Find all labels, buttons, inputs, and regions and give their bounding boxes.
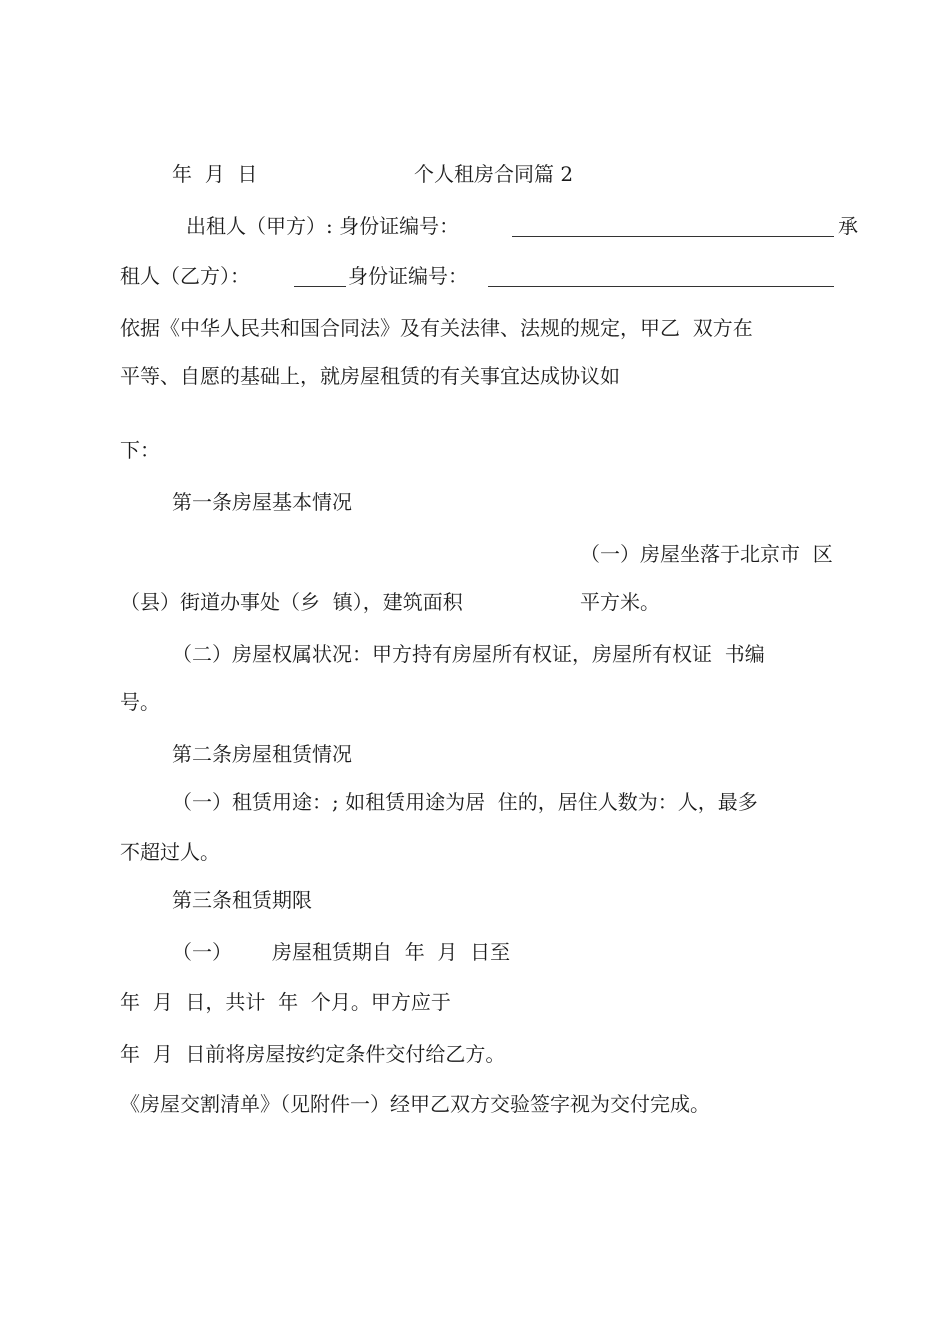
date-line: 年 月 日 [172,162,258,186]
party-b-id-blank [488,266,834,287]
article3-line3: 年 月 日前将房屋按约定条件交付给乙方。 [120,1042,506,1066]
article3-item1-text: 房屋租赁期自 年 月 日至 [272,940,511,964]
article1-item2-line2: 号。 [120,690,160,714]
party-b-id-label: 身份证编号： [348,264,468,288]
article3-item1-label: （一） [172,940,232,964]
article3-heading: 第三条租赁期限 [172,888,312,912]
party-a-id-blank [512,216,834,237]
party-a-label: 出租人（甲方）: 身份证编号： [186,214,460,238]
party-a-suffix: 承 [838,214,858,238]
article1-item2-line1: （二）房屋权属状况：甲方持有房屋所有权证，房屋所有权证 书编 [172,642,765,666]
article3-line2: 年 月 日，共计 年 个月。甲方应于 [120,990,451,1014]
party-b-label: 租人（乙方）： [120,264,250,288]
article3-line4: 《房屋交割清单》（见附件一）经甲乙双方交验签字视为交付完成。 [120,1092,710,1116]
article2-item1-line2: 不超过人。 [120,840,220,864]
article1-heading: 第一条房屋基本情况 [172,490,352,514]
intro-line-2: 平等、自愿的基础上，就房屋租赁的有关事宜达成协议如 [120,364,620,388]
intro-line-1: 依据《中华人民共和国合同法》及有关法律、法规的规定，甲乙 双方在 [120,316,753,340]
article1-item1-line2: （县）街道办事处（乡 镇），建筑面积 [120,590,463,614]
article1-item1-line1: （一）房屋坐落于北京市 区 [580,542,833,566]
document-title: 个人租房合同篇 2 [414,162,574,186]
party-b-name-blank [294,266,346,287]
article2-item1-line1: （一）租赁用途：; 如租赁用途为居 住的，居住人数为：人，最多 [172,790,758,814]
intro-line-3: 下： [120,438,160,462]
article1-item1-line2-unit: 平方米。 [580,590,660,614]
article2-heading: 第二条房屋租赁情况 [172,742,352,766]
